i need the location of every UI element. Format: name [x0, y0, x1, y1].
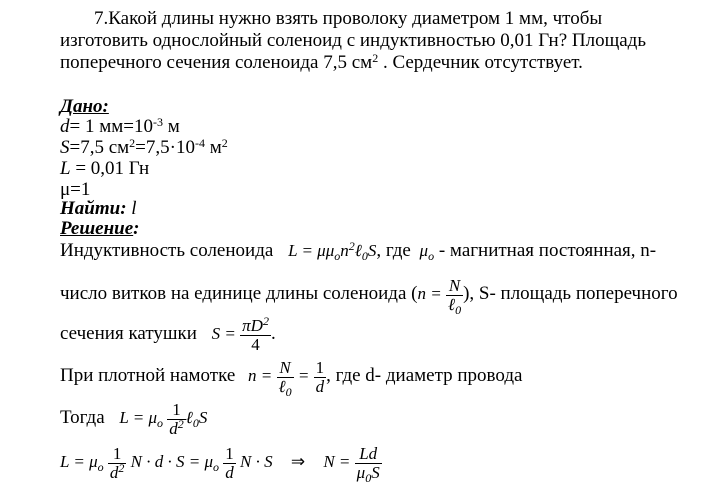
- problem-line-2: изготовить однослойный соленоид с индуктивностью 0,01 Гн? Площадь: [60, 30, 647, 51]
- inductance-formula: $L = \mu\mu_on^2\ell_0S$: [288, 239, 377, 263]
- solution-line-1: Индуктивность соленоида $L = \mu\mu_on^2\ell_0S$, где $\mu_o$ - магнитная постоянная, n-: [60, 239, 657, 263]
- solution-line-4: При плотной намотке n = $\frac{N}{\ell_0}$ = $\frac{1}{d}$ , где d- диаметр провода: [60, 357, 523, 399]
- solution-title: Решение:: [60, 218, 140, 239]
- area-formula: S = $\frac{\pi D^2}{4}$: [211, 313, 269, 354]
- problem-line-1: 7.Какой длины нужно взять проволоку диаметром 1 мм, чтобы: [94, 8, 603, 29]
- final-formula-line: [60, 442, 382, 485]
- given-title: Дано:: [60, 96, 109, 117]
- n-definition-formula: n = $\frac{N}{\ell_0}$: [417, 275, 462, 317]
- given-s: S=7,5 $см^2=7,5\cdot 10^{-4}$ $м^2$: [60, 136, 228, 158]
- solution-line-5: Тогда $L = \mu_o$ $\frac{1}{d^2}$ ℓ$_0$S: [60, 399, 208, 438]
- solution-line-2: число витков на единице длины соленоида (n = $\frac{N}{\ell_0}$ ), S- площадь поперечного: [60, 275, 678, 317]
- given-l: L = 0,01 Гн: [60, 158, 150, 179]
- dense-winding-formula: n = $\frac{N}{\ell_0}$ = $\frac{1}{d}$: [248, 357, 325, 399]
- then-formula: $L = \mu_o$ $\frac{1}{d^2}$ ℓ$_0$S: [119, 399, 208, 438]
- given-d: d= 1 $мм=10^{-3}$ м: [60, 115, 180, 137]
- given-mu: μ=1: [60, 179, 91, 200]
- implies-arrow-icon: ⇒: [290, 452, 306, 471]
- solution-line-3: сечения катушки S = $\frac{\pi D^2}{4}$ .: [60, 313, 276, 354]
- final-formula: $L = \mu_o$ $\frac{1}{d^2}$ $N \cdot d \cdot S = \mu_o$ $\frac{1}{d}$ N · S ⇒ N = $\frac{Ld}{\mu_0S}$: [60, 443, 380, 485]
- problem-line-3: поперечного сечения соленоида 7,5 $см^2$ . Сердечник отсутствует.: [60, 51, 583, 73]
- find-line: Найти: l: [60, 198, 137, 219]
